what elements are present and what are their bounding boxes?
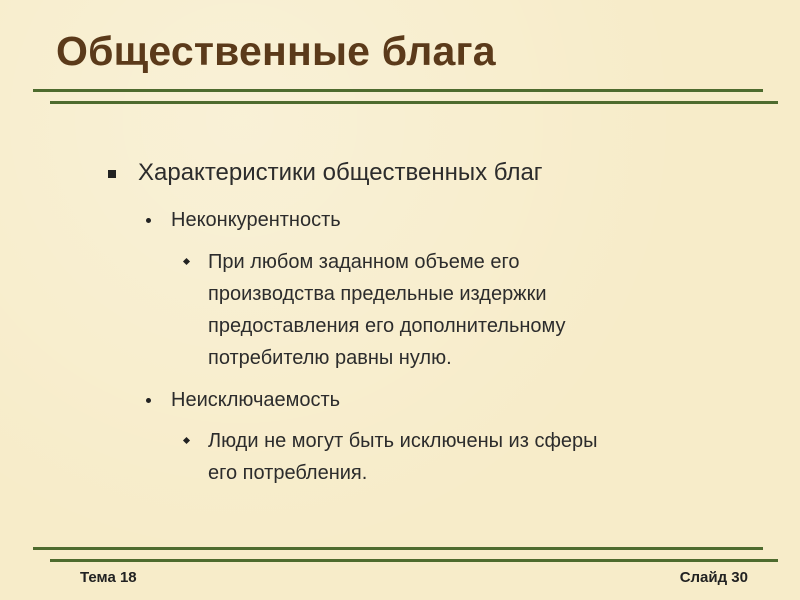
bullet-level3-nonexcludability-definition bbox=[184, 425, 598, 489]
bullet-level2-nonrivalry bbox=[146, 207, 341, 233]
bullet-level1-characteristics bbox=[108, 157, 543, 189]
bullet-level1-text: Характеристики общественных благ bbox=[138, 159, 543, 186]
title-divider-line-1 bbox=[33, 89, 763, 92]
footer-divider-line-1 bbox=[33, 547, 763, 550]
bullet-level2-nonexcludability bbox=[146, 387, 340, 413]
diamond-bullet-icon bbox=[183, 437, 190, 444]
dot-bullet-icon bbox=[146, 218, 151, 223]
bullet-level2-text: Неконкурентность bbox=[171, 209, 341, 231]
dot-bullet-icon bbox=[146, 398, 151, 403]
footer-slide-number: Слайд 30 bbox=[679, 569, 748, 586]
footer-divider-line-2 bbox=[50, 559, 778, 562]
diamond-bullet-icon bbox=[183, 258, 190, 265]
slide-title: Общественные блага bbox=[56, 28, 496, 74]
bullet-level3-nonrivalry-definition bbox=[184, 246, 566, 374]
bullet-level3-text: При любом заданном объеме его производства предельные издержки предоставления его дополнительному потребителю равны нулю. bbox=[208, 251, 566, 369]
square-bullet-icon bbox=[108, 170, 116, 178]
bullet-level2-text: Неисключаемость bbox=[171, 389, 341, 411]
title-divider-line-2 bbox=[50, 101, 778, 104]
footer-topic: Тема 18 bbox=[80, 569, 137, 586]
bullet-level3-text: Люди не могут быть исключены из сферы его потребления. bbox=[208, 430, 598, 484]
